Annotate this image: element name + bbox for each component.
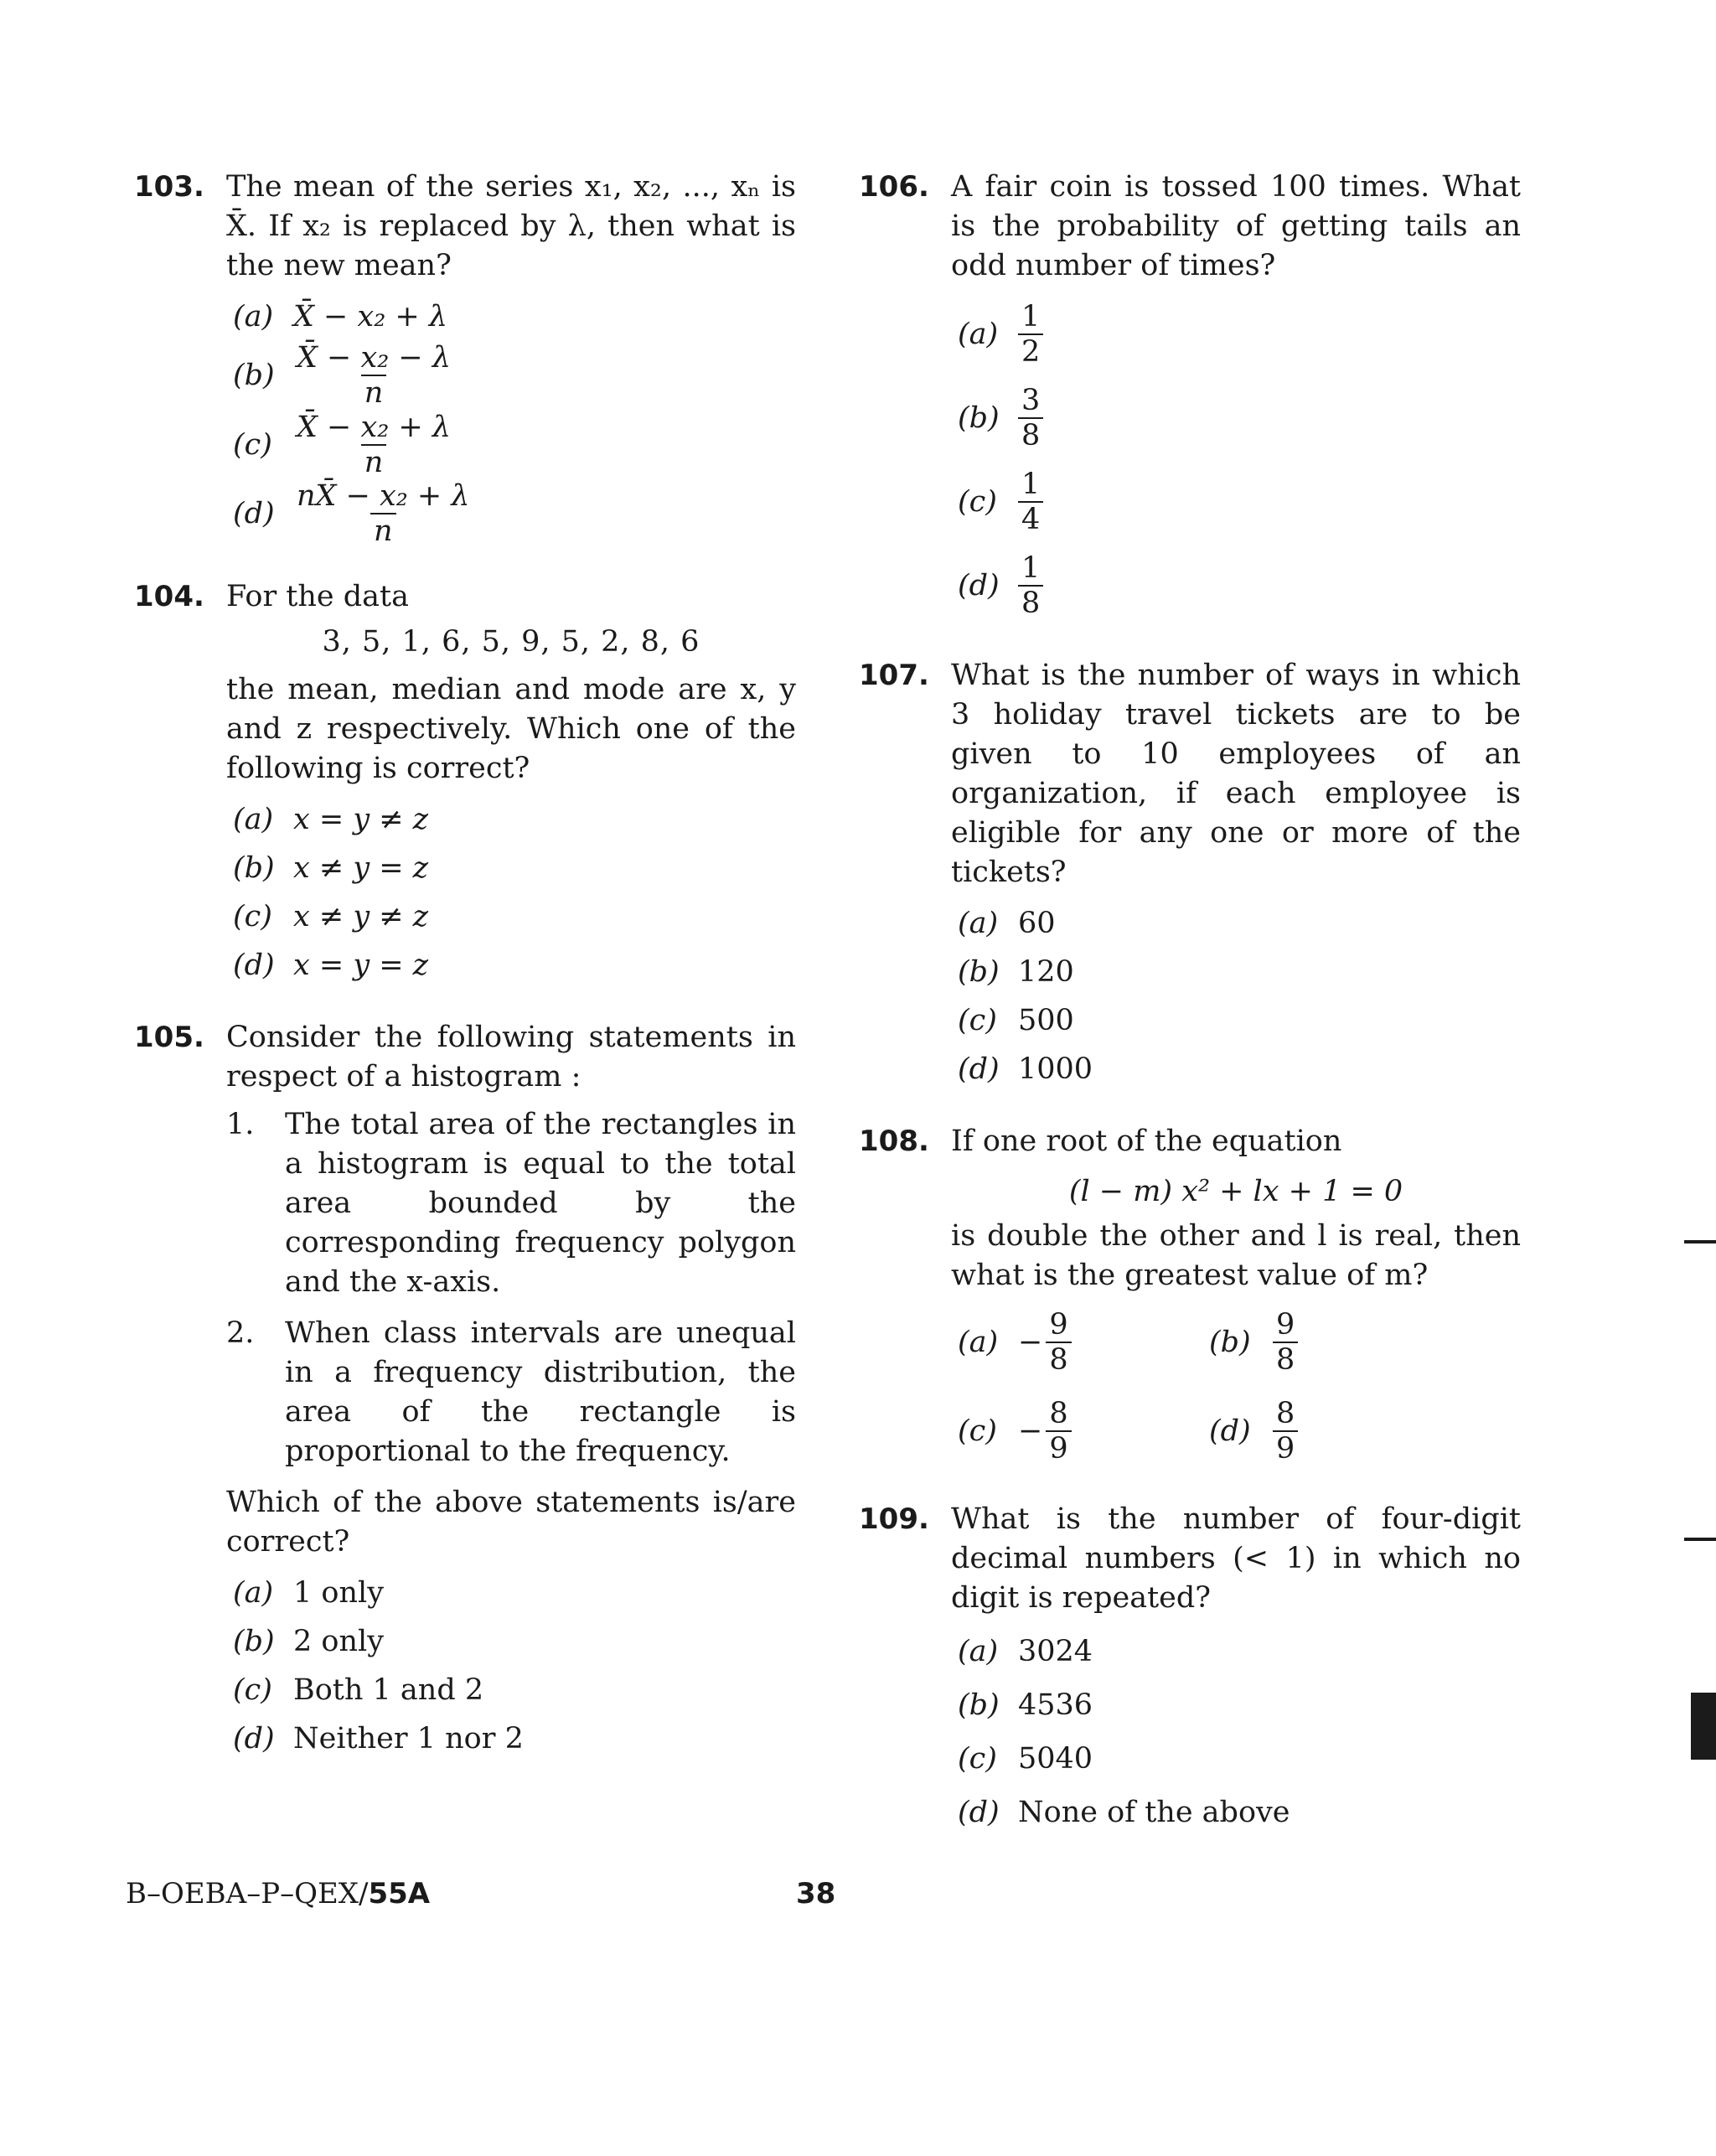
option-label: (c) (958, 1742, 997, 1776)
option-label: (c) (233, 899, 272, 933)
question-108 (859, 1122, 1521, 1471)
option-value: Both 1 and 2 (293, 1673, 484, 1707)
option-label: (a) (958, 1326, 999, 1359)
question-text: What is the number of ways in which 3 holiday travel tickets are to be given to 10 employees of an organization, if each employee is eligible for any one or more of the tickets? (951, 659, 1521, 889)
question-number: 104. (134, 579, 204, 613)
option-label: (c) (233, 427, 272, 462)
question-109 (859, 1500, 1521, 1839)
denominator: 8 (1273, 1342, 1298, 1377)
denominator: n (361, 375, 387, 410)
option-value: x = y = z (293, 948, 429, 982)
denominator: 9 (1273, 1430, 1298, 1466)
option-c (233, 411, 796, 480)
denominator: 4 (1018, 501, 1043, 536)
denominator: n (361, 444, 387, 479)
option-d (233, 941, 796, 990)
option-value: None of the above (1018, 1796, 1290, 1829)
statement-text: The total area of the rectangles in a histogram is equal to the total area bounded by the corresponding frequency polygon and the x-axis. (285, 1107, 796, 1299)
option-label: (a) (233, 300, 274, 333)
option-d (958, 1045, 1521, 1094)
option-label: (c) (958, 1414, 997, 1448)
question-text-continued: is double the other and l is real, then what is the greatest value of m? (951, 1219, 1521, 1292)
question-107 (859, 656, 1521, 1094)
page-number: 38 (796, 1877, 836, 1910)
option-label: (b) (233, 1624, 275, 1658)
fraction (1018, 551, 1043, 621)
denominator: n (370, 513, 396, 548)
option-d (233, 1714, 796, 1763)
option-label: (b) (1209, 1326, 1251, 1359)
data-series: 3, 5, 1, 6, 5, 9, 5, 2, 8, 6 (322, 624, 700, 659)
question-number: 108. (859, 1125, 929, 1158)
fraction (1046, 1397, 1071, 1466)
fraction (1273, 1397, 1298, 1466)
numerator: 9 (1276, 1307, 1295, 1342)
scan-edge-mark (1691, 1693, 1716, 1760)
fraction (1018, 300, 1043, 370)
option-a (958, 1302, 1209, 1383)
option-c (233, 892, 796, 941)
equation: (l − m) x² + lx + 1 = 0 (1068, 1175, 1403, 1208)
fraction (293, 411, 454, 480)
question-number: 107. (859, 659, 929, 692)
option-d (1209, 1391, 1460, 1471)
right-column (859, 168, 1521, 1868)
option-a (233, 292, 796, 341)
option-value: x ≠ y ≠ z (293, 899, 429, 933)
numerator: X̄ − x₂ − λ (297, 341, 452, 375)
numerator: 1 (1021, 467, 1041, 501)
option-b (958, 1678, 1521, 1732)
statement-list (134, 1105, 796, 1471)
fraction (1018, 468, 1043, 537)
booklet-code-prefix: B–OEBA–P–QEX/ (126, 1877, 369, 1910)
numerator: 9 (1049, 1307, 1068, 1342)
option-value: x = y ≠ z (293, 802, 429, 836)
statement-number: 1. (226, 1107, 255, 1141)
fraction (1018, 384, 1043, 453)
option-label: (b) (958, 955, 1000, 989)
question-104 (134, 577, 796, 990)
fraction (1046, 1308, 1071, 1378)
option-label: (d) (958, 1796, 1000, 1829)
question-number: 109. (859, 1502, 929, 1536)
option-value: 1000 (1018, 1052, 1093, 1086)
numerator: 3 (1021, 383, 1041, 417)
statement-number: 2. (226, 1316, 255, 1350)
option-label: (b) (958, 401, 1000, 435)
option-value: 2 only (293, 1624, 384, 1658)
option-value: 120 (1018, 955, 1074, 989)
fraction (1273, 1308, 1298, 1378)
denominator: 8 (1046, 1342, 1071, 1377)
option-a (958, 899, 1521, 948)
option-label: (b) (958, 1688, 1000, 1722)
option-b (958, 948, 1521, 996)
statement-text: When class intervals are unequal in a frequency distribution, the area of the rectangle is proportional to the frequency. (285, 1316, 796, 1468)
question-text: A fair coin is tossed 100 times. What is the probability of getting tails an odd number of times? (951, 170, 1521, 282)
option-label: (a) (233, 802, 274, 836)
option-label: (d) (233, 497, 275, 531)
option-d (958, 544, 1521, 628)
numerator: nX̄ − x₂ + λ (297, 479, 470, 513)
fraction (293, 341, 454, 411)
option-value: X̄ − x₂ + λ (293, 300, 448, 333)
option-label: (d) (233, 948, 275, 982)
booklet-code-suffix: 55A (368, 1877, 431, 1910)
denominator: 2 (1018, 333, 1043, 369)
option-value: 5040 (1018, 1742, 1093, 1776)
option-value: 1 only (293, 1575, 384, 1610)
option-label: (a) (958, 318, 999, 351)
numerator: 8 (1276, 1396, 1295, 1430)
numerator: 1 (1021, 299, 1041, 333)
option-value: 3024 (1018, 1635, 1093, 1668)
option-label: (c) (233, 1673, 272, 1707)
question-text: For the data (226, 579, 409, 613)
option-b (233, 341, 796, 411)
question-105 (134, 1018, 796, 1763)
option-c (958, 460, 1521, 544)
options (859, 1302, 1521, 1471)
option-label: (a) (958, 1635, 999, 1668)
question-text: If one root of the equation (951, 1125, 1342, 1158)
question-text: What is the number of four-digit decimal numbers (< 1) in which no digit is repeated? (951, 1502, 1521, 1615)
options (134, 1569, 796, 1763)
option-c (958, 996, 1521, 1045)
option-b (233, 844, 796, 892)
option-label: (a) (958, 907, 999, 940)
denominator: 8 (1018, 585, 1043, 620)
option-a (958, 292, 1521, 376)
option-label: (b) (233, 359, 275, 393)
option-value: 4536 (1018, 1688, 1093, 1722)
question-number: 105. (134, 1020, 204, 1054)
option-value: x ≠ y = z (293, 851, 429, 885)
question-number: 106. (859, 170, 929, 204)
booklet-code (126, 1877, 430, 1910)
option-c (958, 1732, 1521, 1786)
scan-edge-mark (1684, 1538, 1716, 1541)
option-label: (c) (958, 1004, 997, 1037)
option-c (958, 1391, 1209, 1471)
question-106 (859, 168, 1521, 628)
option-value: 60 (1018, 907, 1056, 940)
option-b (233, 1617, 796, 1666)
options (859, 899, 1521, 1094)
option-b (958, 376, 1521, 460)
question-103 (134, 168, 796, 549)
option-label: (b) (233, 851, 275, 885)
option-b (1209, 1302, 1460, 1383)
scan-edge-mark (1684, 1240, 1716, 1243)
option-label: (c) (958, 485, 997, 519)
option-value: Neither 1 nor 2 (293, 1721, 524, 1755)
numerator: X̄ − x₂ + λ (297, 410, 452, 444)
option-a (233, 795, 796, 844)
statement-1 (226, 1105, 796, 1302)
options (859, 292, 1521, 628)
options (134, 292, 796, 549)
fraction (293, 479, 473, 549)
statement-2 (226, 1314, 796, 1471)
sign: − (1018, 1414, 1043, 1448)
option-label: (a) (233, 1575, 274, 1610)
question-text-continued: Which of the above statements is/are correct? (226, 1485, 796, 1559)
options (859, 1625, 1521, 1839)
denominator: 8 (1018, 417, 1043, 452)
sign: − (1018, 1326, 1043, 1359)
option-c (233, 1666, 796, 1714)
numerator: 8 (1049, 1396, 1068, 1430)
option-label: (d) (958, 1052, 1000, 1086)
question-number: 103. (134, 170, 204, 204)
question-text: Consider the following statements in respect of a histogram : (226, 1020, 796, 1094)
option-a (958, 1625, 1521, 1678)
numerator: 1 (1021, 551, 1041, 585)
question-text-continued: the mean, median and mode are x, y and z respectively. Which one of the following is correct? (226, 672, 796, 785)
option-label: (d) (1209, 1414, 1251, 1448)
option-value: 500 (1018, 1004, 1074, 1037)
option-d (233, 479, 796, 549)
options (134, 795, 796, 990)
option-a (233, 1569, 796, 1617)
left-column (134, 168, 796, 1791)
question-text: The mean of the series x₁, x₂, ..., xₙ is X̄. If x₂ is replaced by λ, then what is the new mean? (226, 170, 796, 282)
option-d (958, 1786, 1521, 1839)
denominator: 9 (1046, 1430, 1071, 1466)
option-label: (d) (233, 1721, 275, 1755)
option-label: (d) (958, 569, 1000, 602)
